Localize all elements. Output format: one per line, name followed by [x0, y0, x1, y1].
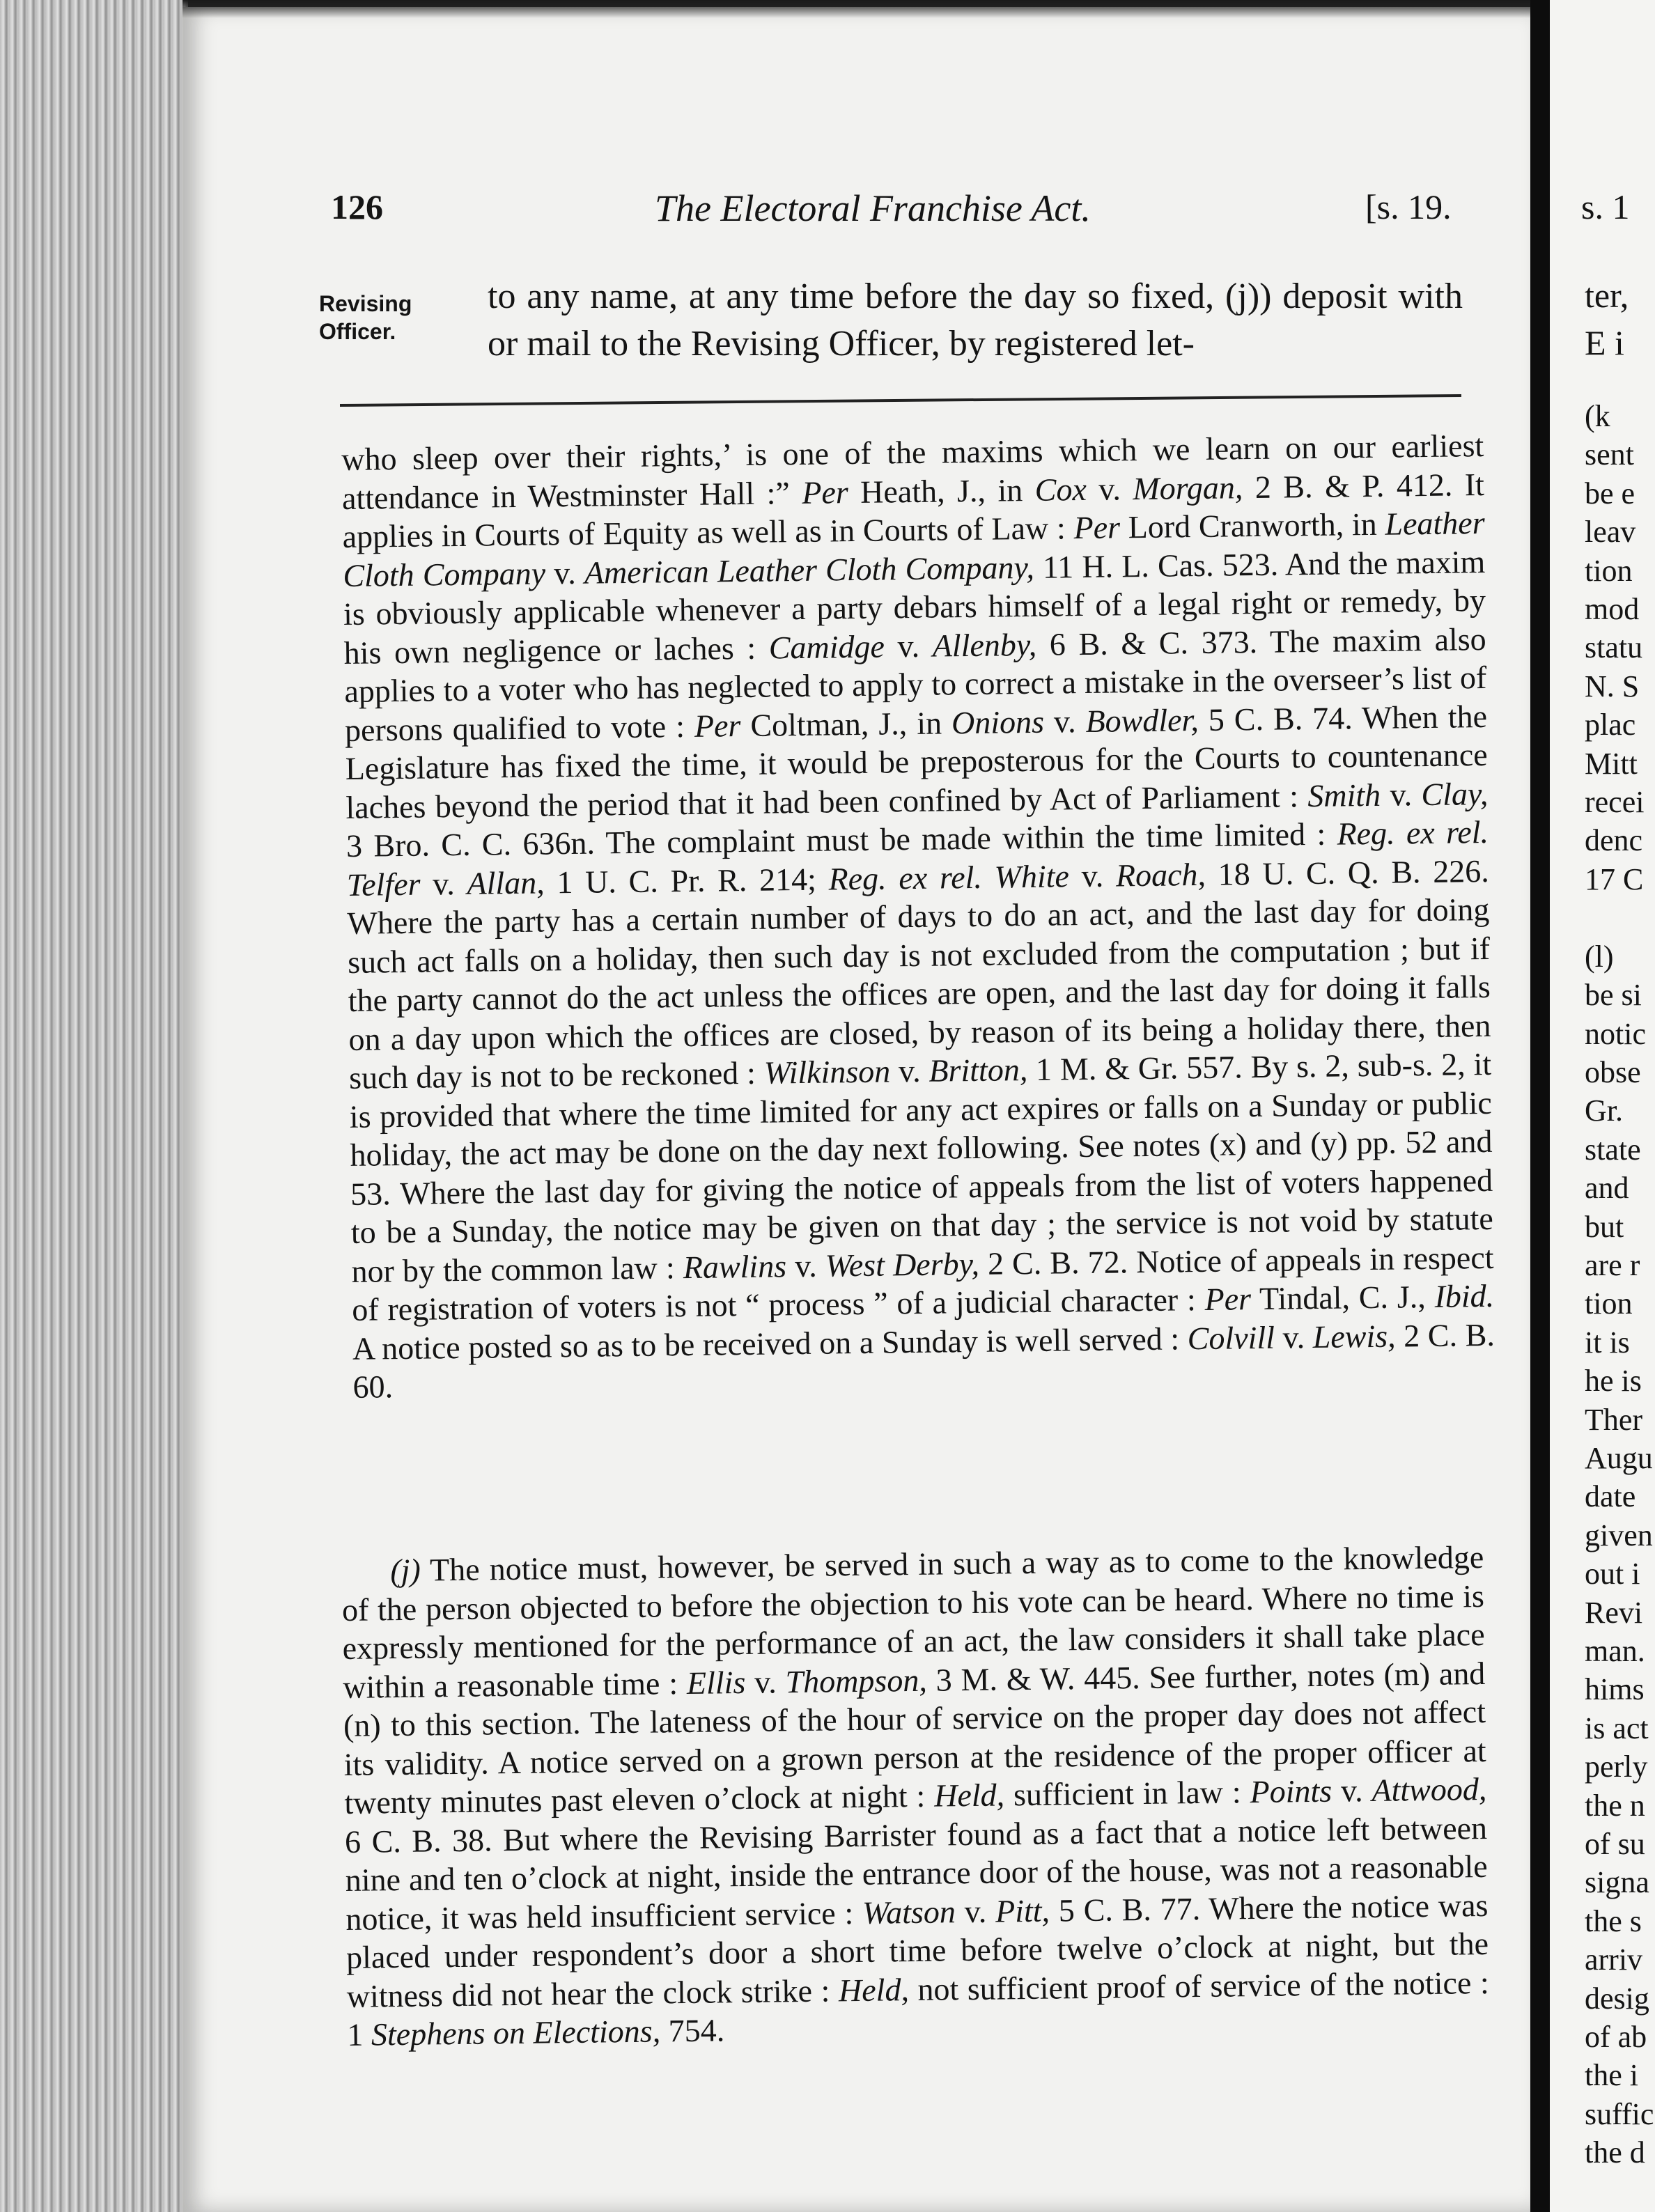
italic-citation: Wilkinson: [763, 1053, 891, 1091]
note-text: 2 C. B. 72. Notice of appeals in respect of registration of voters is not “ process ” of a judicial character :: [351, 1239, 1494, 1327]
note-text: 11 H. L. Cas. 523. And the maxim is obviously applicable whenever a party debars himself of a legal right or remedy, by his own negligence or laches :: [343, 543, 1486, 671]
note-text: v.: [889, 1052, 929, 1089]
note-text: Lord Cranworth, in: [1119, 506, 1385, 545]
margin-note: [319, 290, 451, 345]
note-text: v.: [1274, 1318, 1314, 1355]
note-text: v.: [545, 554, 585, 591]
note-text: v.: [745, 1663, 786, 1700]
note-text: not sufficient proof of service of the notice : 1: [347, 1964, 1489, 2053]
italic-citation: Per: [1073, 509, 1121, 546]
margin-note-line: Officer.: [319, 319, 396, 344]
note-text: 1 M. & Gr. 557. By s. 2, sub-s. 2, it is provided that where the time limited for any act expires or falls on a Sunday or public holiday, the act may be done on the day next following. See notes (x) and (y) pp. 52 and 53. Where the last day for giving the notice of appeals from the list of voters happened to be a Sunday, the notice may be given on that day ; the service is not void by statute nor by the common law :: [349, 1045, 1494, 1289]
italic-citation: Ellis: [686, 1664, 746, 1701]
note-text: v.: [786, 1247, 826, 1284]
italic-citation: Per: [694, 707, 741, 744]
section-reference: [s. 19.: [1365, 187, 1452, 226]
note-text: 3 M. & W. 445. See further, notes (m) and (n) to this section. The lateness of the hour of service on the proper day does not affect its validity. A notice served on a grown person at the residence of the proper officer at twenty minutes past eleven o’clock at night :: [343, 1655, 1486, 1821]
facing-page-notes-fragment: (k sent be e leav tion mod statu N. S plac Mitt recei denc 17 C (l) be si notic obse Gr. state and but are r tion it is he is Ther Augu date given out i Revi man. hims is act perly the n of su signa the s arriv desig of ab the i suffic the d: [1585, 399, 1654, 2170]
italic-citation: Watson: [862, 1893, 956, 1931]
italic-citation: Per: [801, 474, 849, 511]
italic-citation: West Derby,: [825, 1245, 980, 1284]
note-text: 5 C. B. 74. When the Legislature has fixed the time, it would be preposterous for the Courts to countenance laches beyond the period that it had been confined by Act of Parliament :: [345, 698, 1488, 825]
footnote-continued: [341, 426, 1495, 1406]
note-text: Coltman, J., in: [740, 704, 952, 743]
italic-citation: Reg. ex rel. Telfer: [346, 813, 1489, 903]
note-text: Tindal, C. J.,: [1250, 1278, 1435, 1317]
italic-citation: Thompson,: [785, 1662, 928, 1699]
italic-citation: Lewis,: [1312, 1318, 1396, 1355]
italic-citation: (j): [390, 1552, 421, 1589]
italic-citation: Rawlins: [683, 1247, 787, 1285]
note-text: 2 C. B. 60.: [352, 1316, 1495, 1405]
page-top-shadow: [182, 0, 1530, 18]
italic-citation: Attwood,: [1372, 1770, 1487, 1808]
italic-citation: Britton,: [928, 1052, 1028, 1089]
note-text: v.: [1331, 1772, 1372, 1809]
page-number: 126: [331, 187, 383, 226]
note-text: v.: [955, 1893, 996, 1929]
running-title: The Electoral Franchise Act.: [655, 187, 1091, 229]
italic-citation: Smith: [1307, 777, 1381, 813]
italic-citation: Per: [1204, 1281, 1252, 1317]
italic-citation: Colvill: [1187, 1319, 1275, 1356]
note-text: v.: [1043, 703, 1086, 740]
note-text: Heath, J., in: [848, 472, 1036, 510]
note-text: 6 C. B. 38. But where the Revising Barrister found as a fact that a notice left between nine and ten o’clock at night, inside the entrance door of the house, was not a reasonable notice, it was held insufficient service :: [344, 1809, 1488, 1937]
book-gutter: [1530, 0, 1550, 2212]
italic-citation: Camidge: [768, 628, 885, 666]
note-text: The notice must, however, be served in such a way as to come to the knowledge of the person objected to before the objection to his vote can be heard. Where no time is expressly mentioned for the performance of an act, the law considers it shall take place within a reasonable time :: [341, 1539, 1485, 1705]
footnote-paragraph: [341, 426, 1495, 1406]
note-text: 5 C. B. 77. Where the notice was placed under respondent’s door a short time before twelve o’clock at night, but the witness did not hear the clock strike :: [345, 1887, 1489, 2014]
italic-citation: Cox: [1034, 471, 1087, 508]
note-text: 2 B. & P. 412. It applies in Courts of Equity as well as in Courts of Law :: [342, 466, 1485, 554]
note-text: who sleep over their rights,’ is one of the maxims which we learn on our earliest attendance in Westminster Hall :”: [341, 427, 1484, 516]
margin-note-line: Revising: [319, 291, 412, 316]
page-stack-edges: [0, 0, 188, 2212]
italic-citation: Reg. ex rel. White: [828, 857, 1070, 896]
italic-citation: Onions: [951, 703, 1045, 740]
note-text: v.: [420, 865, 467, 902]
italic-citation: Stephens on Elections,: [371, 2013, 661, 2053]
italic-citation: Held,: [933, 1777, 1005, 1814]
italic-citation: Leather Cloth Company: [343, 504, 1485, 593]
italic-citation: Allan,: [467, 864, 545, 901]
italic-citation: Roach,: [1115, 856, 1206, 893]
note-text: 6 B. & C. 373. The maxim also applies to a voter who has neglected to apply to correct a mistake in the overseer’s list of persons qualified to vote :: [344, 621, 1487, 748]
note-text: v.: [1069, 857, 1117, 894]
statute-text: to any name, at any time before the day so fixed, (j)) deposit with or mail to the Revising Officer, by registered let-: [488, 276, 1463, 364]
italic-citation: Bowdler,: [1085, 701, 1199, 739]
italic-citation: Held,: [838, 1971, 910, 2008]
footnote-paragraph: [341, 1538, 1490, 2054]
note-text: 1 U. C. Pr. R. 214;: [544, 861, 829, 900]
facing-page: [1550, 0, 1655, 2212]
note-text: 754.: [660, 2012, 725, 2049]
footnote-j: [341, 1538, 1490, 2054]
italic-citation: American Leather Cloth Company,: [584, 549, 1035, 591]
note-text: v.: [884, 628, 933, 664]
italic-citation: Ibid.: [1434, 1277, 1495, 1314]
note-text: A notice posted so as to be received on a Sunday is well served :: [352, 1320, 1188, 1366]
note-text: 18 U. C. Q. B. 226. Where the party has a certain number of days to do an act, and the last day for doing such act falls on a holiday, then such day is not excluded from the computation ; but if the party cannot do the act unless the offices are open, and the last day for doing it falls on a day upon which the offices are closed, by reason of its being a holiday there, then such day is not to be reckoned :: [347, 852, 1491, 1096]
italic-citation: Pitt,: [995, 1892, 1050, 1929]
italic-citation: Allenby,: [932, 626, 1037, 664]
note-text: v.: [1380, 776, 1422, 813]
note-text: sufficient in law :: [1004, 1774, 1250, 1813]
note-text: v.: [1086, 470, 1133, 507]
italic-citation: Morgan,: [1133, 469, 1243, 506]
italic-citation: Clay,: [1421, 775, 1489, 812]
note-text: 3 Bro. C. C. 636n. The complaint must be made within the time limited :: [345, 816, 1337, 864]
italic-citation: Points: [1250, 1773, 1332, 1810]
facing-page-statute-fragment: ter, E i: [1585, 276, 1629, 362]
facing-page-header: s. 1: [1581, 187, 1630, 226]
